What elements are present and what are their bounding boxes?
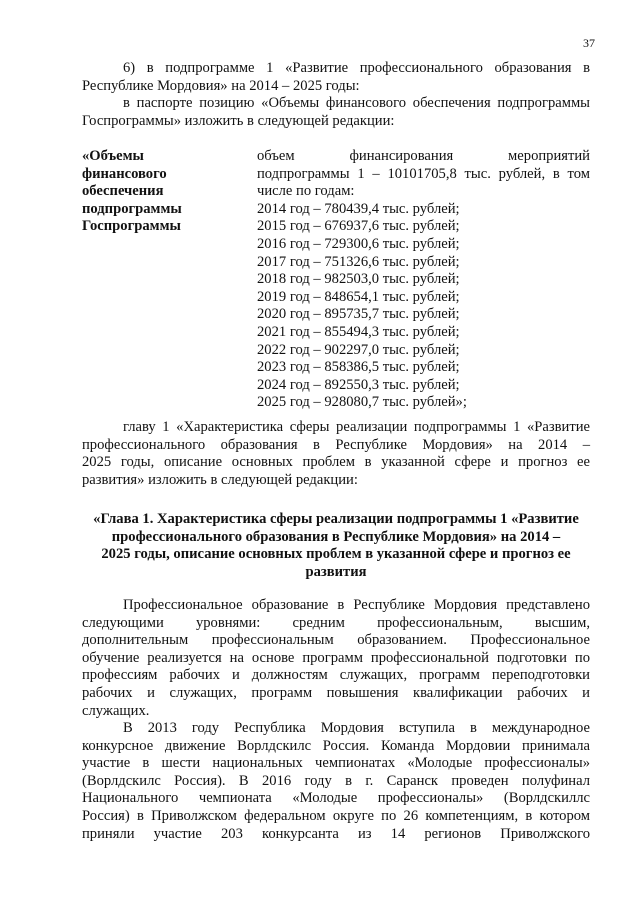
- item6-line: Госпрограммы» изложить в следующей редакции:: [82, 112, 395, 129]
- paragraph-2: [82, 720, 590, 843]
- chapter-intro-line: 2025 годы, описание основных проблем в указанной сфере и прогноз ее: [82, 454, 590, 471]
- passport-year-line: 2015 год – 676937,6 тыс. рублей;: [257, 218, 460, 235]
- chapter-heading: [82, 511, 590, 581]
- paragraph-line: обучение реализуется на основе программ профессиональной подготовки по: [82, 649, 590, 666]
- chapter-heading-line: 2025 годы, описание основных проблем в указанной сфере и прогноз ее: [101, 546, 571, 563]
- passport-intro-line: числе по годам:: [257, 183, 355, 200]
- paragraph-line: рабочих и служащих, программ повышения квалификации рабочих и: [82, 684, 590, 701]
- paragraph-line: Россия) в Приволжском федеральном округе по 26 компетенциям, в котором: [82, 807, 590, 824]
- passport-year-line: 2025 год – 928080,7 тыс. рублей»;: [257, 394, 467, 411]
- passport-year-line: 2019 год – 848654,1 тыс. рублей;: [257, 288, 460, 305]
- passport-year-line: 2024 год – 892550,3 тыс. рублей;: [257, 376, 460, 393]
- paragraph-line: профессиям рабочих и должностям служащих, программ переподготовки: [82, 667, 590, 684]
- paragraph-line: Национального чемпионата «Молодые профессионалы» (Ворлдскиллс: [82, 790, 590, 807]
- passport-intro-line: объем финансирования мероприятий: [257, 148, 590, 164]
- paragraph-1: [82, 597, 590, 720]
- passport-year-line: 2022 год – 902297,0 тыс. рублей;: [257, 341, 460, 358]
- passport-year-line: 2023 год – 858386,5 тыс. рублей;: [257, 359, 460, 376]
- paragraph-line: Профессиональное образование в Республике Мордовия представлено: [123, 597, 590, 613]
- chapter-intro-line: развития» изложить в следующей редакции:: [82, 471, 358, 488]
- chapter-heading-line: профессионального образования в Республике Мордовия» на 2014 –: [111, 528, 561, 545]
- paragraph-line: дополнительным профессиональным образованием. Профессиональное: [82, 632, 590, 649]
- passport-label: [82, 148, 232, 236]
- item6-line: в паспорте позицию «Объемы финансового обеспечения подпрограммы: [123, 95, 590, 112]
- paragraph-line: следующими уровнями: средним профессиональным, высшим,: [82, 614, 590, 631]
- passport-year-line: 2021 год – 855494,3 тыс. рублей;: [257, 323, 460, 340]
- passport-label-line: Госпрограммы: [82, 218, 181, 235]
- passport-year-line: 2018 год – 982503,0 тыс. рублей;: [257, 271, 460, 288]
- paragraph-line: В 2013 году Республика Мордовия вступила в международное: [123, 720, 590, 736]
- chapter-intro-line: главу 1 «Характеристика сферы реализации подпрограммы 1 «Развитие: [123, 419, 590, 435]
- paragraph-line: конкурсное движение Ворлдскилс Россия. Команда Мордовии принимала: [82, 737, 590, 754]
- chapter-heading-line: «Глава 1. Характеристика сферы реализации подпрограммы 1 «Развитие: [93, 511, 579, 527]
- passport-year-line: 2016 год – 729300,6 тыс. рублей;: [257, 235, 460, 252]
- paragraph-line: служащих.: [82, 702, 150, 719]
- passport-label-line: подпрограммы: [82, 200, 182, 217]
- passport-year-line: 2017 год – 751326,6 тыс. рублей;: [257, 253, 460, 270]
- passport-label-line: обеспечения: [82, 183, 164, 200]
- passport-label-line: «Объемы: [82, 148, 144, 164]
- chapter-heading-line: развития: [305, 563, 367, 580]
- item6-text: [82, 60, 590, 130]
- item6-line: Республике Мордовия» на 2014 – 2025 годы:: [82, 77, 360, 94]
- chapter-intro: [82, 419, 590, 489]
- paragraph-line: приняли участие 203 конкурсанта из 14 регионов Приволжского: [82, 825, 590, 842]
- passport-intro-line: подпрограммы 1 – 10101705,8 тыс. рублей, в том: [257, 165, 590, 182]
- item6-line: 6) в подпрограмме 1 «Развитие профессионального образования в: [123, 60, 590, 76]
- paragraph-line: (Ворлдскилс Россия). В 2016 году в г. Саранск проведен полуфинал: [82, 772, 590, 789]
- passport-year-line: 2020 год – 895735,7 тыс. рублей;: [257, 306, 460, 323]
- chapter-intro-line: профессионального образования в Республике Мордовия» на 2014 –: [82, 436, 590, 453]
- page-number: 37: [583, 36, 595, 50]
- passport-label-line: финансового: [82, 165, 167, 182]
- passport-value: [257, 148, 590, 412]
- passport-year-line: 2014 год – 780439,4 тыс. рублей;: [257, 200, 460, 217]
- paragraph-line: участие в шести национальных чемпионатах «Молодые профессионалы»: [82, 755, 590, 772]
